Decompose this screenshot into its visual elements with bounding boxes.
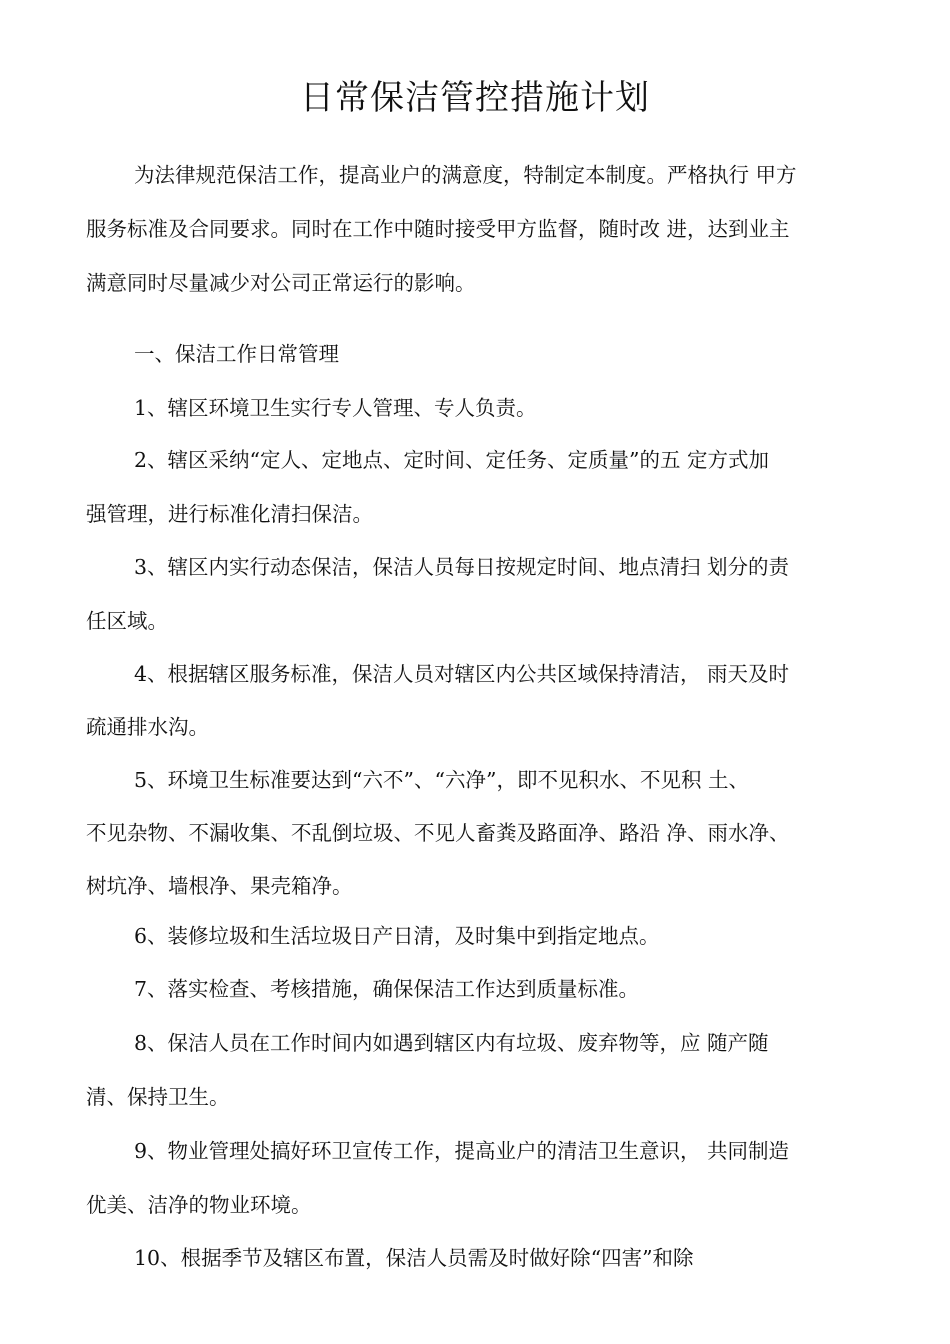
item-8-line-2: 清、保持卫生。 [86, 1085, 230, 1109]
intro-line-3: 满意同时尽量减少对公司正常运行的影响。 [86, 271, 476, 295]
intro-line-1: 为法律规范保洁工作，提高业户的满意度，特制定本制度。严格执行 甲方 [134, 163, 797, 187]
item-2-line-2: 强管理，进行标准化清扫保洁。 [86, 502, 373, 526]
intro-line-2: 服务标准及合同要求。同时在工作中随时接受甲方监督，随时改 进，达到业主 [86, 217, 790, 241]
item-2-line-1: 2、辖区采纳“定人、定地点、定时间、定任务、定质量”的五 定方式加 [134, 448, 770, 472]
item-9-line-1: 9、物业管理处搞好环卫宣传工作，提高业户的清洁卫生意识， 共同制造 [134, 1139, 790, 1163]
item-5-line-2: 不见杂物、不漏收集、不乱倒垃圾、不见人畜粪及路面净、路沿 净、雨水净、 [86, 821, 790, 845]
item-4-line-1: 4、根据辖区服务标准，保洁人员对辖区内公共区域保持清洁， 雨天及时 [134, 662, 790, 686]
item-5-line-3: 树坑净、墙根净、果壳箱净。 [86, 874, 353, 898]
item-3-line-2: 任区域。 [86, 609, 168, 633]
item-8-line-1: 8、保洁人员在工作时间内如遇到辖区内有垃圾、废弃物等，应 随产随 [134, 1031, 769, 1055]
item-9-line-2: 优美、洁净的物业环境。 [86, 1193, 312, 1217]
item-1-line-1: 1、辖区环境卫生实行专人管理、专人负责。 [134, 396, 537, 420]
section-heading: 一、保洁工作日常管理 [134, 342, 339, 366]
item-7-line-1: 7、落实检查、考核措施，确保保洁工作达到质量标准。 [134, 977, 640, 1001]
item-3-line-1: 3、辖区内实行动态保洁，保洁人员每日按规定时间、地点清扫 划分的责 [134, 555, 790, 579]
item-4-line-2: 疏通排水沟。 [86, 715, 209, 739]
item-5-line-1: 5、环境卫生标准要达到“六不”、“六净”，即不见积水、不见积 土、 [134, 768, 749, 792]
document-title: 日常保洁管控措施计划 [300, 78, 650, 118]
item-10-line-1: 10、根据季节及辖区布置，保洁人员需及时做好除“四害”和除 [134, 1246, 694, 1270]
item-6-line-1: 6、装修垃圾和生活垃圾日产日清，及时集中到指定地点。 [134, 924, 660, 948]
